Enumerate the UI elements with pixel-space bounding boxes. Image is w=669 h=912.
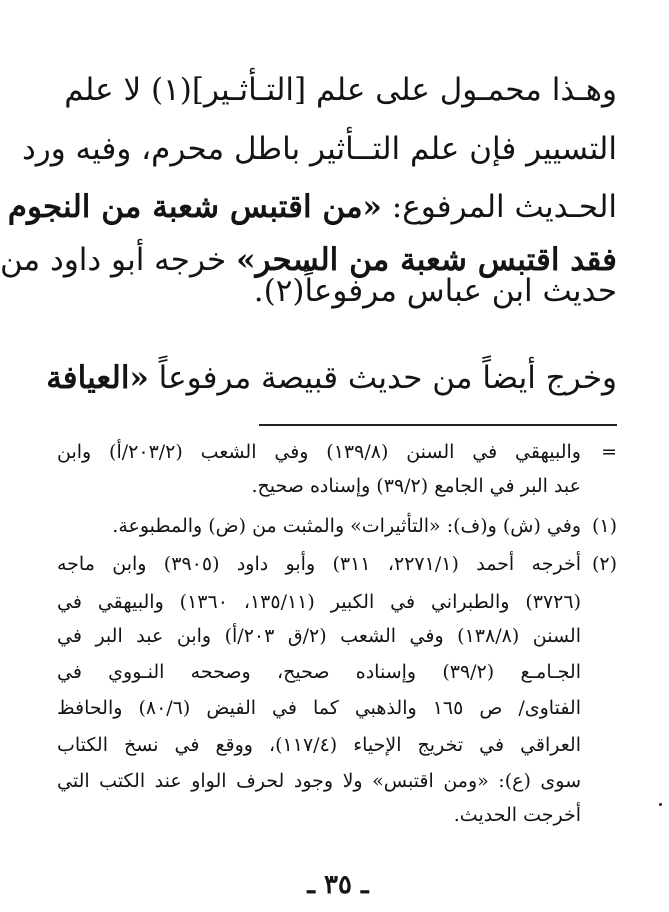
footnote-2-text-1: أخرجه أحمد (٢٢٧١/١، ٣١١) وأبو داود (٣٩٠٥) وابن ماجه — [57, 553, 581, 575]
footnote-separator — [259, 424, 617, 426]
main-line-6 — [46, 358, 617, 398]
footnote-1 — [57, 512, 617, 540]
main-line-4-plain: خرجه أبو داود من — [0, 242, 237, 278]
main-line-6-bold: «العيافة — [46, 360, 149, 396]
footnote-2-line-1 — [57, 550, 617, 578]
continuation-marker: = — [601, 441, 617, 463]
footnote-2-line-6 — [57, 731, 617, 759]
main-line-5: حديث ابن عباس مرفوعاً(٢). — [253, 273, 617, 309]
footnote-2-text-5: الفتاوى/ ص ١٦٥ والذهبي كما في الفيض (٨٠/٦) والحافظ — [57, 697, 581, 719]
footnote-1-text: وفي (ش) و(ف): «التأثيرات» والمثبت من (ض) والمطبوعة. — [112, 515, 581, 537]
footnote-1-marker: (١) — [591, 515, 617, 537]
footnote-continuation-text-2: عبد البر في الجامع (٣٩/٢) وإسناده صحيح. — [251, 475, 581, 497]
page-number: ـ ٣٥ ـ — [307, 870, 369, 900]
hadith-quote-part-2: فقد اقتبس شعبة من السحر» — [236, 242, 617, 278]
footnote-2-text-2: (٣٧٢٦) والطبراني في الكبير (١٣٥/١١، ١٣٦٠) والبيهقي في — [57, 591, 581, 613]
footnote-continuation-text-1: والبيهقي في السنن (١٣٩/٨) وفي الشعب (٢٠٣/٢/أ) وابن — [57, 441, 581, 463]
main-line-6-plain: وخرج أيضاً من حديث قبيصة مرفوعاً — [148, 360, 617, 396]
footnote-2-line-2 — [57, 588, 617, 616]
footnote-2-line-8 — [57, 801, 617, 829]
footnote-2-text-8: أخرجت الحديث. — [453, 804, 581, 826]
footnote-2-marker: (٢) — [591, 553, 617, 575]
footnote-2-text-6: العراقي في تخريج الإحياء (١١٧/٤)، ووقع في نسخ الكتاب — [57, 734, 581, 756]
footnote-2-text-3: السنن (١٣٨/٨) وفي الشعب (٢/ق ٢٠٣/أ) وابن عبد البر في — [57, 625, 581, 647]
main-line-3-plain: الحـديث المرفوع: — [381, 189, 617, 225]
footnote-2-text-4: الجـامـع (٣٩/٢) وإسناده صحيح، وصححه النـووي في — [57, 661, 582, 683]
main-line-3 — [7, 187, 617, 227]
footnote-2-line-4 — [57, 658, 617, 686]
main-line-2: التسيير فإن علم التــأثير باطل محرم، وفيه ورد — [21, 131, 617, 167]
footnote-continuation-line-2 — [57, 472, 617, 500]
footnote-2-text-7: سوى (ع): «ومن اقتبس» ولا وجود لحرف الواو عند الكتب التي — [57, 770, 581, 792]
hadith-quote-part-1: «من اقتبس شعبة من النجوم — [7, 189, 382, 225]
footnote-2-line-7 — [57, 767, 617, 795]
scan-speck — [659, 803, 662, 806]
footnote-2-line-5 — [57, 694, 617, 722]
footnote-continuation-line-1 — [57, 438, 617, 466]
main-line-1: وهـذا محمـول على علم [التـأثـير](١) لا علم — [64, 72, 617, 108]
footnote-2-line-3 — [57, 622, 617, 650]
